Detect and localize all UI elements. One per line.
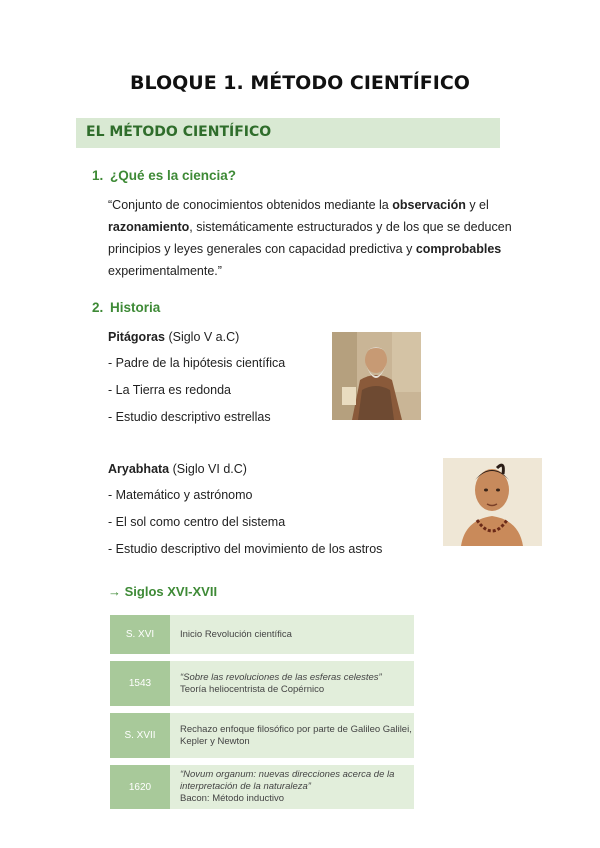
timeline-label: S. XVI [110,615,170,654]
timeline-label: 1620 [110,765,170,809]
list-item: - El sol como centro del sistema [108,515,286,529]
section-title: EL MÉTODO CIENTÍFICO [86,124,272,140]
list-item: - Estudio descriptivo estrellas [108,410,271,424]
timeline-entry [170,765,414,809]
person-name: Aryabhata [108,462,170,476]
aryabhata-portrait [443,458,542,546]
keyword-observacion: observación [392,198,466,212]
definition-text: y el [465,198,489,212]
page-title: BLOQUE 1. MÉTODO CIENTÍFICO [130,72,470,94]
list-item: - La Tierra es redonda [108,383,231,397]
section-header [76,118,500,148]
person-era: (Siglo V a.C) [164,330,240,344]
timeline-label: S. XVII [110,713,170,758]
heading-number: 1. [92,168,104,183]
keyword-razonamiento: razonamiento [108,220,190,234]
pythagoras-title [108,330,239,344]
definition-text: , sistemáticamente estructurados y de los que se deducen principios y leyes generales con capacidad predictiva y [108,220,512,256]
timeline-italic-text: “Sobre las revoluciones de las esferas celestes” [180,671,382,683]
subheading-centuries: → Siglos XVI-XVII [108,584,218,599]
timeline-text: Bacon: Método inductivo [180,793,285,804]
question-what-is-science [92,168,236,183]
timeline-entry [170,615,414,654]
list-item: - Estudio descriptivo del movimiento de los astros [108,542,383,556]
timeline-text: Inicio Revolución científica [180,628,292,640]
heading-text: ¿Qué es la ciencia? [110,168,237,183]
heading-number: 2. [92,300,104,315]
keyword-comprobables: comprobables [415,242,502,256]
timeline-entry [170,661,414,706]
aryabhata-title [108,462,247,476]
timeline-entry [170,713,414,758]
timeline-text: Rechazo enfoque filosófico por parte de Galileo Galilei, Kepler y Newton [180,723,412,747]
definition-text: experimentalmente.” [108,264,222,278]
pythagoras-portrait [332,332,421,420]
person-era: (Siglo VI d.C) [169,462,247,476]
timeline-label: 1543 [110,661,170,706]
list-item: - Matemático y astrónomo [108,488,253,502]
list-item: - Padre de la hipótesis científica [108,356,286,370]
person-name: Pitágoras [108,330,165,344]
timeline-italic-text: “Novum organum: nuevas direcciones acerca de la interpretación de la naturaleza” [180,769,395,792]
science-definition [108,194,528,282]
heading-text: Historia [110,300,161,315]
timeline-text: Teoría heliocentrista de Copérnico [180,683,325,695]
definition-text: “Conjunto de conocimientos obtenidos mediante la [108,198,393,212]
heading-history [92,300,160,315]
